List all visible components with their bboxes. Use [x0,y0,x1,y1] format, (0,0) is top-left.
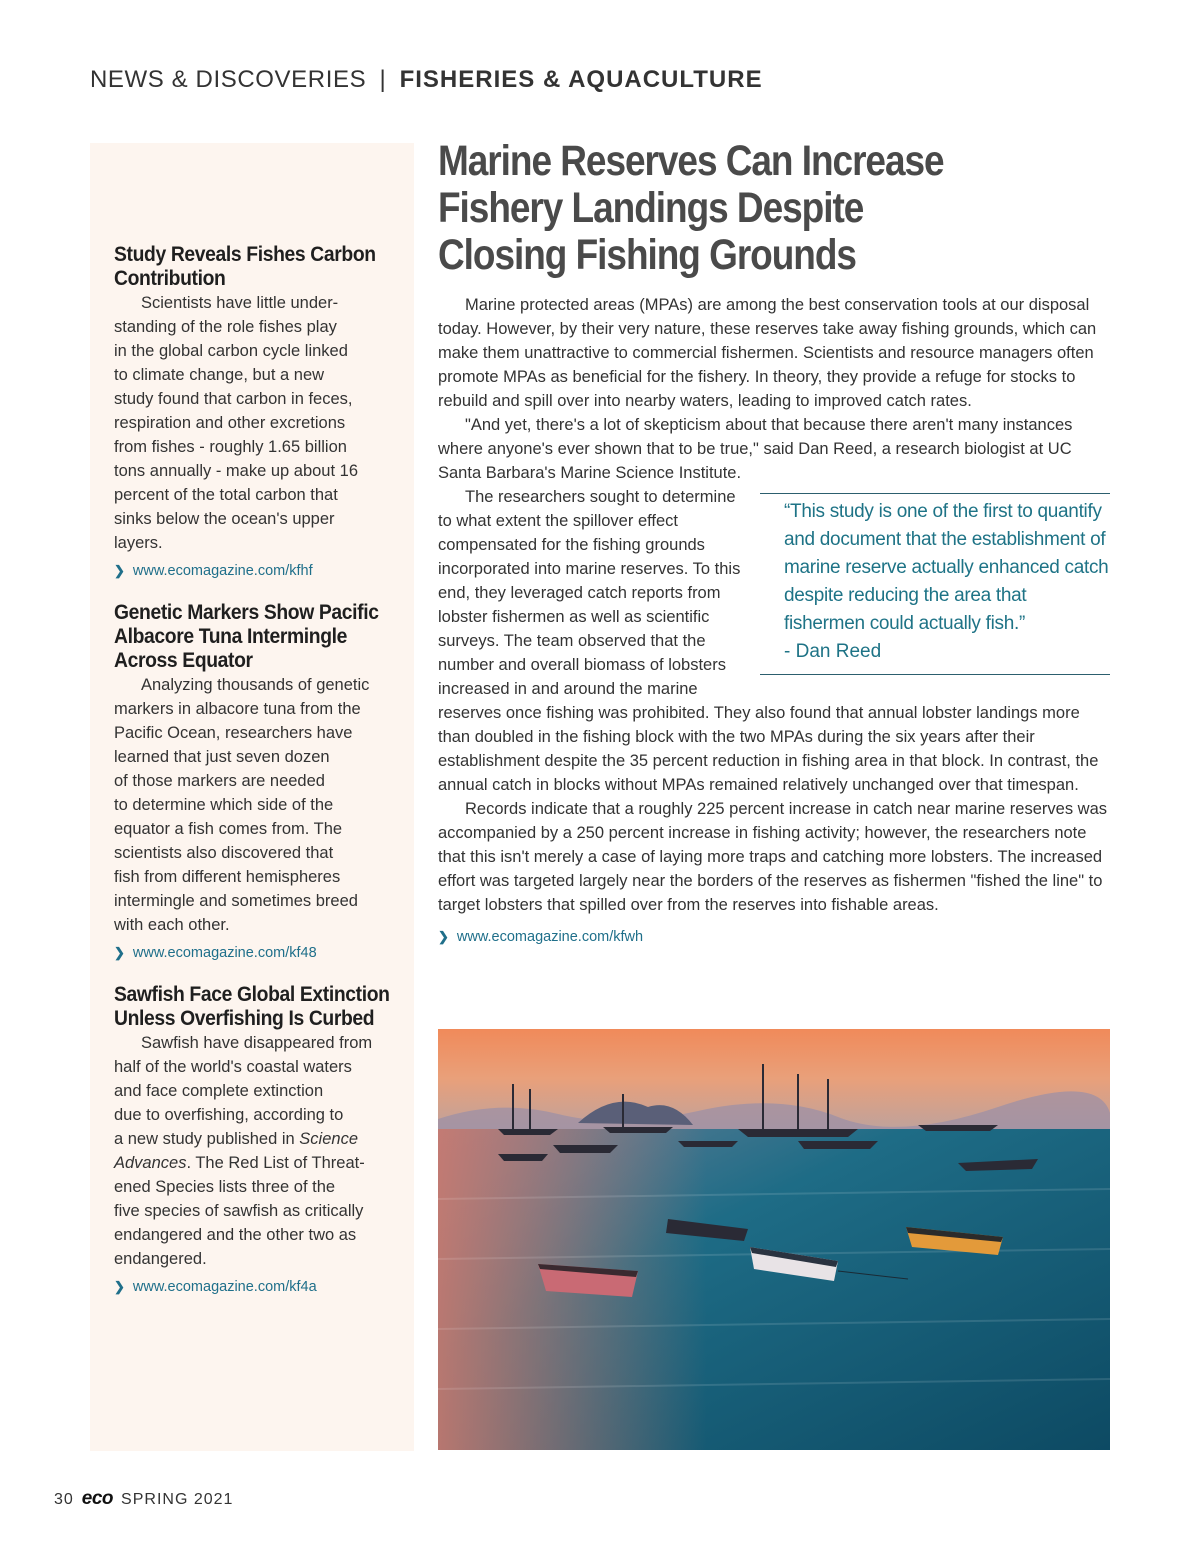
brief-link[interactable] [114,563,404,579]
brief-link-text: www.ecomagazine.com/kfhf [132,563,313,579]
brief-body: Scientists have little under- standing of the role fishes play in the global carbon cycle linked to climate change, but a new study found that carbon in feces, respiration and other excretions from fishes - roughly 1.65 billion tons annually - make up about 16 percent of the total carbon that sinks below the ocean's upper layers. [114,294,358,552]
brief-link[interactable] [114,1279,404,1295]
pull-quote [760,493,1110,675]
category-label: FISHERIES & AQUACULTURE [399,66,763,93]
eco-logo: eco [81,1488,114,1509]
headline-line: Closing Fishing Grounds [438,231,856,279]
brief-sawfish [114,983,404,1295]
chevron-right-icon: ❯ [114,563,125,578]
pull-quote-attribution: - Dan Reed [784,641,882,662]
brief-body-text: Sawfish have disappeared from half of the world's coastal waters and face complete extinction due to overfishing, according to a new study published in [114,1034,373,1148]
journal-name: Science Advances [114,1130,358,1172]
paragraph: "And yet, there's a lot of skepticism about that because there aren't many instances where anyone's ever shown that to be true," said Dan Reed, a research biologist at UC Santa Barbara's Marine Science Institute. [438,416,1073,482]
brief-tuna [114,601,404,961]
article-body [438,293,1110,917]
brief-title: Genetic Markers Show Pacific Albacore Tuna Intermingle Across Equator [114,601,379,672]
chevron-right-icon: ❯ [438,929,449,944]
headline-line: Fishery Landings Despite [438,184,864,232]
chevron-right-icon: ❯ [114,1279,125,1294]
brief-title: Study Reveals Fishes Carbon Contribution [114,243,376,290]
article-link[interactable] [438,929,1110,945]
brief-link-text: www.ecomagazine.com/kf4a [132,1279,317,1295]
chevron-right-icon: ❯ [114,945,125,960]
section-label: NEWS & DISCOVERIES [90,66,367,93]
paragraph: The researchers sought to determine to what extent the spillover effect compensated for the fishing grounds incorporated into marine reserves. To this end, they leveraged catch reports from lobster fishermen as well as scientific surveys. The team observed that the number and overall biomass of lobsters increased in and around the marine reserves once fishing was prohibited. They also found that annual lobster landings more than doubled in the fishing block with the two MPAs during the six years after their establishment despite the 35 percent reduction in fishing area in that block. In contrast, the annual catch in blocks without MPAs remained relatively unchanged over that timespan. [438,488,1099,794]
boats-sunset-image [438,1029,1110,1450]
sidebar [90,143,414,1451]
header-separator: | [379,66,387,93]
headline-line: Marine Reserves Can Increase [438,137,944,185]
article-photo [438,1029,1110,1450]
brief-link[interactable] [114,945,404,961]
pull-quote-text: “This study is one of the first to quantify and document that the establishment of marine reserve actually enhanced catch despite reducing the area that fishermen could actually fish.” [784,501,1109,634]
article-link-text: www.ecomagazine.com/kfwh [456,929,644,945]
brief-body [114,1031,404,1271]
brief-carbon [114,243,404,579]
brief-body-text: . The Red List of Threat- ened Species lists three of the five species of sawfish as critically endangered and the other two as endangered. [114,1154,365,1268]
page-number: 30 [54,1491,74,1508]
article-headline [438,138,1109,279]
brief-link-text: www.ecomagazine.com/kf48 [132,945,317,961]
issue-label: SPRING 2021 [121,1491,234,1508]
brief-title: Sawfish Face Global Extinction Unless Overfishing Is Curbed [114,983,390,1030]
main-article [438,138,1110,945]
paragraph: Marine protected areas (MPAs) are among the best conservation tools at our disposal today. However, by their very nature, these reserves take away fishing grounds, which can make them unattractive to commercial fishermen. Scientists and resource managers often promote MPAs as beneficial for the fishery. In theory, they provide a refuge for stocks to rebuild and spill over into nearby waters, leading to improved catch rates. [438,296,1097,410]
section-header [90,66,763,94]
page-footer [54,1488,233,1510]
paragraph: Records indicate that a roughly 225 percent increase in catch near marine reserves was accompanied by a 250 percent increase in fishing activity; however, the researchers note that this isn't merely a case of laying more traps and catching more lobsters. The increased effort was targeted largely near the borders of the reserves as fishermen "fished the line" to target lobsters that spilled over from the reserves into fishable areas. [438,800,1108,914]
brief-body: Analyzing thousands of genetic markers in albacore tuna from the Pacific Ocean, researchers have learned that just seven dozen of those markers are needed to determine which side of the equator a fish comes from. The scientists also discovered that fish from different hemispheres intermingle and sometimes breed with each other. [114,676,370,934]
sidebar-briefs [114,243,404,1317]
